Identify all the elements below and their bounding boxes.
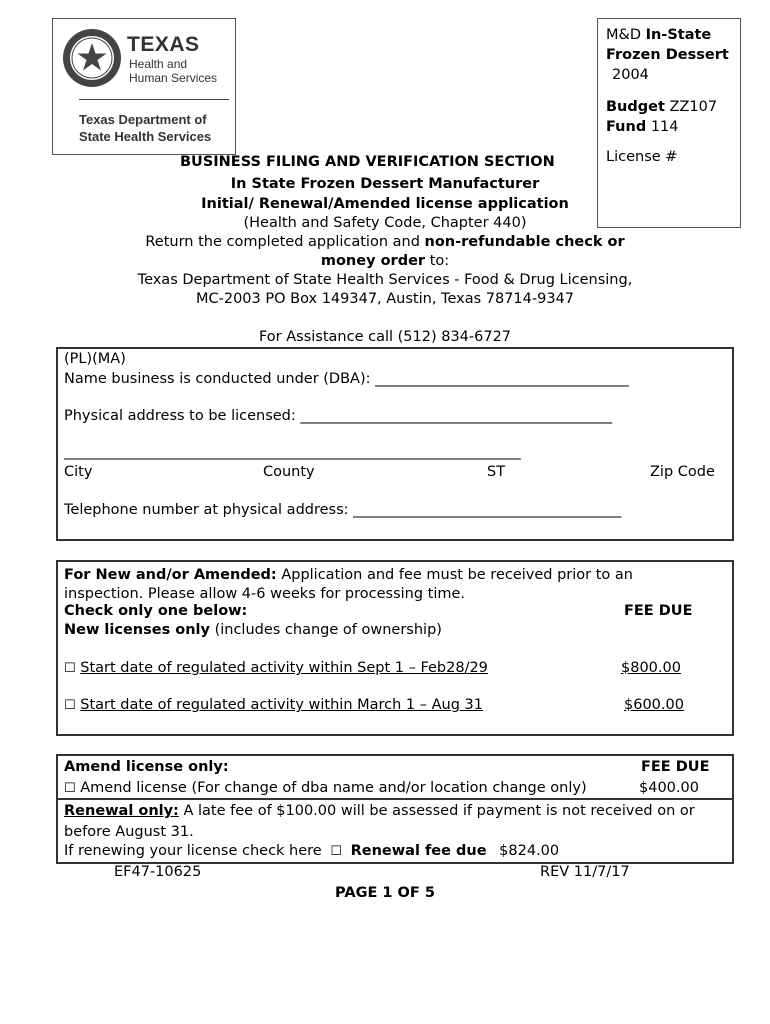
zip-label: Zip Code — [650, 464, 715, 480]
assistance-phone: For Assistance call (512) 834-6727 — [258, 329, 512, 345]
form-id: EF47-10625 — [114, 864, 202, 880]
address-line-blank[interactable]: _______________________________________________________________ — [64, 444, 521, 460]
new-license-intro: For New and/or Amended: Application and fee must be received prior to an inspection. Please allow 4-6 weeks for processing time. — [64, 567, 633, 602]
amend-fee: $400.00 — [639, 780, 699, 796]
pl-ma-code: (PL)(MA) — [64, 351, 126, 367]
logo-hhs-text: Health and Human Services — [129, 57, 218, 85]
amend-option[interactable]: ☐ Amend license (For change of dba name and/or location change only) — [64, 780, 587, 796]
return-instructions-cont: money order to: — [320, 253, 450, 269]
subtitle-application: Initial/ Renewal/Amended license application — [201, 196, 569, 212]
option-sept-feb[interactable]: ☐ Start date of regulated activity within Sept 1 – Feb28/29 — [64, 660, 488, 676]
physical-address-field[interactable]: Physical address to be licensed: ___________________________________________ — [64, 408, 613, 424]
phone-field[interactable]: Telephone number at physical address: _____________________________________ — [64, 502, 622, 518]
fee-due-header: FEE DUE — [624, 603, 693, 619]
phone-blank[interactable]: _____________________________________ — [353, 502, 622, 518]
license-number-label: License # — [606, 149, 678, 165]
city-label: City — [64, 464, 93, 480]
subtitle-manufacturer: In State Frozen Dessert Manufacturer — [230, 176, 540, 192]
mailing-address-line2: MC-2003 PO Box 149347, Austin, Texas 78714-9347 — [195, 291, 574, 307]
fee-sept-feb: $800.00 — [621, 660, 681, 676]
option-march-aug[interactable]: ☐ Start date of regulated activity within March 1 – Aug 31 — [64, 697, 484, 713]
checkbox-renewal[interactable]: ☐ — [330, 844, 342, 859]
statute-reference: (Health and Safety Code, Chapter 440) — [243, 215, 527, 231]
revision-date: REV 11/7/17 — [540, 864, 630, 880]
amend-title: Amend license only: — [64, 759, 229, 775]
fee-march-aug: $600.00 — [624, 697, 684, 713]
state-label: ST — [487, 464, 506, 480]
dba-field[interactable]: Name business is conducted under (DBA): ___________________________________ — [64, 371, 629, 387]
section-title: BUSINESS FILING AND VERIFICATION SECTION — [180, 154, 555, 170]
address-blank[interactable]: ___________________________________________ — [300, 408, 613, 424]
budget-line: Budget ZZ107 — [606, 99, 718, 115]
amend-renewal-section — [56, 754, 734, 864]
checkbox-amend[interactable]: ☐ — [64, 781, 76, 796]
check-one-label: Check only one below: — [64, 603, 248, 619]
texas-seal-icon — [61, 27, 123, 89]
section-divider — [58, 798, 732, 800]
checkbox-sept-feb[interactable]: ☐ — [64, 661, 76, 676]
return-instructions: Return the completed application and non-refundable check or — [145, 234, 625, 250]
county-label: County — [263, 464, 315, 480]
new-license-section — [56, 560, 734, 736]
logo-divider — [79, 99, 229, 100]
new-licenses-only: New licenses only (includes change of ownership) — [64, 622, 442, 638]
renewal-text: Renewal only: A late fee of $100.00 will be assessed if payment is not received on or before August 31. — [64, 803, 695, 840]
renewal-fee: $824.00 — [499, 843, 560, 859]
logo-dept-text: Texas Department of State Health Services — [79, 112, 212, 144]
renewal-check-row[interactable]: If renewing your license check here ☐ Renewal fee due $824.00 — [64, 843, 560, 859]
checkbox-march-aug[interactable]: ☐ — [64, 698, 76, 713]
business-info-section — [56, 347, 734, 541]
amend-fee-due-header: FEE DUE — [641, 759, 710, 775]
logo-texas-text: TEXAS — [127, 33, 200, 56]
category-line: M&D In-State Frozen Dessert 2004 — [606, 27, 729, 83]
dba-blank[interactable]: ___________________________________ — [375, 371, 629, 387]
fund-line: Fund 114 — [606, 119, 679, 135]
page-number: PAGE 1 OF 5 — [335, 885, 435, 901]
dshs-logo — [52, 18, 236, 155]
mailing-address-line1: Texas Department of State Health Services - Food & Drug Licensing, — [137, 272, 633, 288]
